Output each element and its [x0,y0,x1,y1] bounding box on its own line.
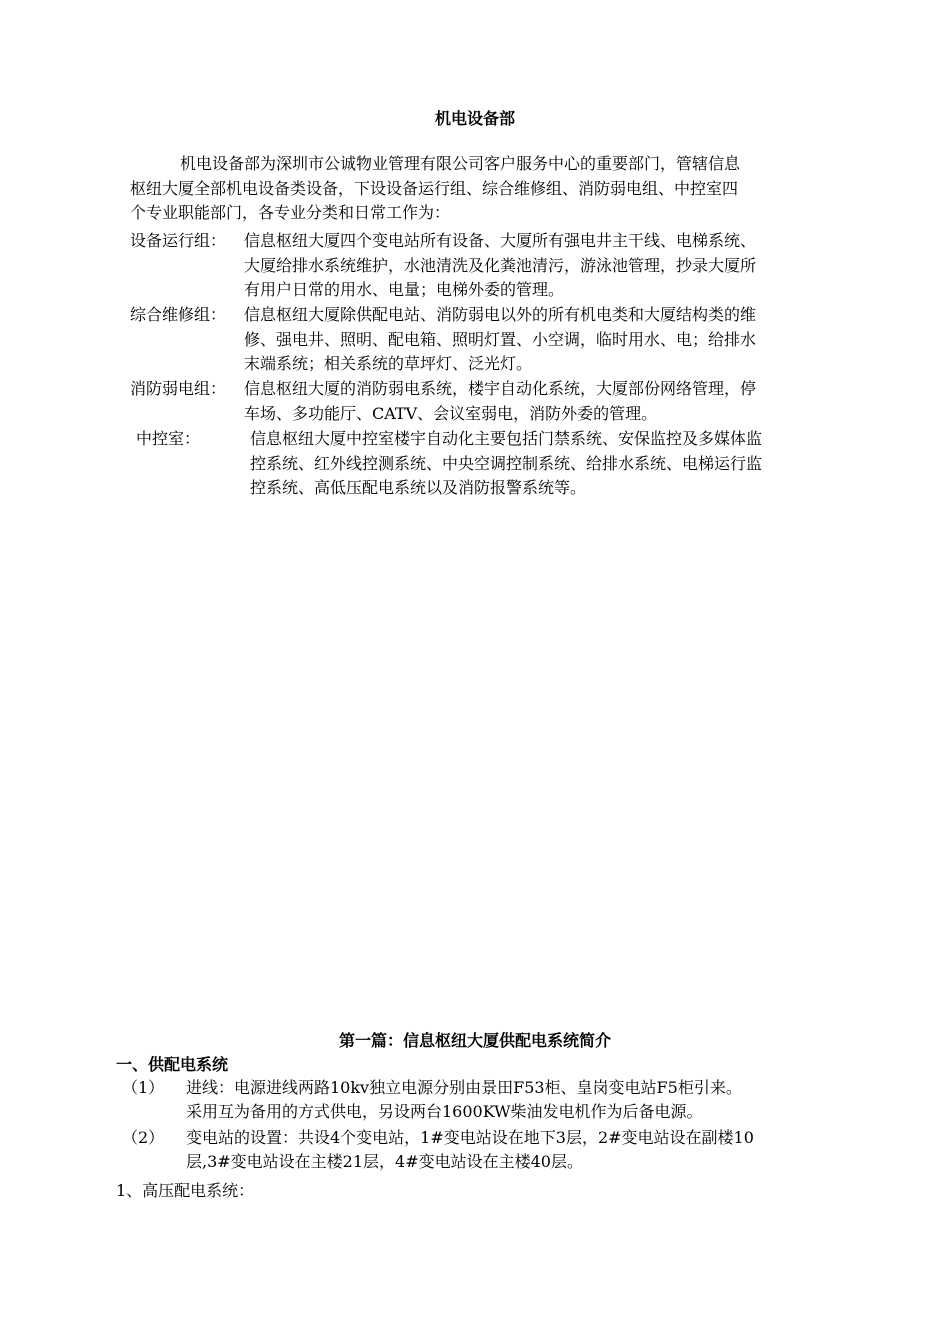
item-text [186,1126,754,1174]
item-text-line: 变电站的设置：共设4个变电站，1#变电站设在地下3层，2#变电站设在副楼10 [186,1128,754,1147]
group-label: 中控室： [136,429,201,448]
intro-line: 机电设备部为深圳市公诚物业管理有限公司客户服务中心的重要部门，管辖信息 [180,154,741,173]
intro-line: 个专业职能部门，各专业分类和日常工作为： [130,203,451,222]
item-text-line: 层,3#变电站设在主楼21层，4#变电站设在主楼40层。 [186,1152,583,1171]
group-desc-line: 有用户日常的用水、电量；电梯外委的管理。 [244,280,565,299]
group-description [250,427,762,501]
item-number: （1） [122,1078,165,1097]
group-description [244,229,756,303]
item-text-line: 进线：电源进线两路10kv独立电源分别由景田F53柜、皇岗变电站F5柜引来。 [186,1078,742,1097]
item-text-line: 采用互为备用的方式供电，另设两台1600KW柴油发电机作为后备电源。 [186,1102,703,1121]
group-description [244,303,756,377]
group-desc-line: 车场、多功能厅、CATV、会议室弱电，消防外委的管理。 [244,403,658,423]
group-desc-line: 末端系统；相关系统的草坪灯、泛光灯。 [244,354,533,373]
group-label: 消防弱电组： [130,379,227,398]
department-title: 机电设备部 [434,109,515,128]
group-description [244,377,756,426]
item-text [186,1076,742,1124]
group-desc-line: 控系统、高低压配电系统以及消防报警系统等。 [250,478,587,497]
group-desc-line: 信息枢纽大厦的消防弱电系统，楼宇自动化系统，大厦部份网络管理，停 [244,379,757,398]
item-number: （2） [122,1128,165,1147]
intro-line: 枢纽大厦全部机电设备类设备，下设设备运行组、综合维修组、消防弱电组、中控室四 [130,178,739,198]
group-label: 综合维修组： [130,305,227,324]
intro-paragraph [130,152,860,226]
group-desc-line: 信息枢纽大厦中控室楼宇自动化主要包括门禁系统、安保监控及多媒体监 [250,429,763,448]
group-desc-line: 控系统、红外线控测系统、中央空调控制系统、给排水系统、电梯运行监 [250,453,763,473]
group-desc-line: 信息枢纽大厦除供配电站、消防弱电以外的所有机电类和大厦结构类的维 [244,305,757,324]
group-desc-line: 信息枢纽大厦四个变电站所有设备、大厦所有强电井主干线、电梯系统、 [244,231,757,250]
chapter-title: 第一篇：信息枢纽大厦供配电系统简介 [338,1031,611,1050]
section-heading: 一、供配电系统 [116,1055,229,1074]
group-label: 设备运行组： [130,231,227,250]
group-desc-line: 修、强电井、照明、配电箱、照明灯置、小空调，临时用水、电；给排水 [244,329,757,349]
subsection-heading: 1、高压配电系统： [116,1181,255,1200]
group-desc-line: 大厦给排水系统维护，水池清洗及化粪池清污，游泳池管理，抄录大厦所 [244,255,757,275]
